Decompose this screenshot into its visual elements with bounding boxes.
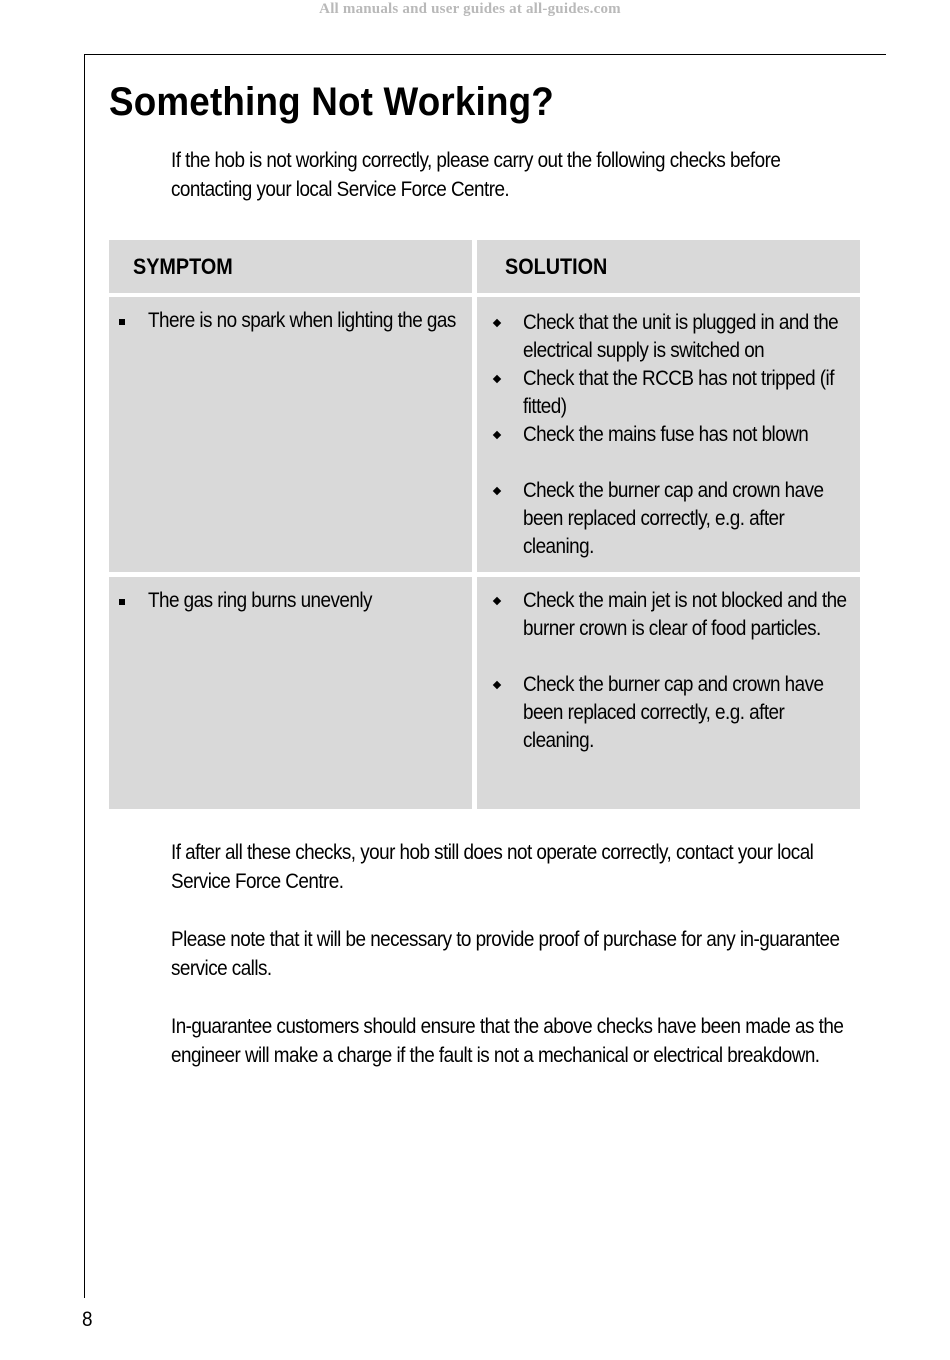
diamond-bullet-icon: [493, 431, 501, 439]
top-rule: [84, 54, 886, 55]
table-row-2-symptom: [109, 577, 472, 809]
solution-text: Check that the unit is plugged in and the electrical supply is switched on: [523, 311, 839, 362]
symptom-header-cell: [109, 240, 472, 293]
table-row-2-solution: [477, 577, 860, 809]
intro-paragraph: If the hob is not working correctly, please carry out the following checks before contacting your local Service Force Centre.: [171, 149, 781, 201]
square-bullet-icon: [119, 599, 125, 605]
diamond-bullet-icon: [493, 319, 501, 327]
solution-text: Check the mains fuse has not blown: [523, 423, 809, 446]
square-bullet-icon: [119, 319, 125, 325]
watermark-text: All manuals and user guides at all-guides.com: [319, 1, 621, 17]
charge-notice-paragraph: In-guarantee customers should ensure that the above checks have been made as the engineer will make a charge if the fault is not a mechanical or electrical breakdown.: [171, 1015, 844, 1067]
diamond-bullet-icon: [493, 375, 501, 383]
solution-text: Check the main jet is not blocked and the burner crown is clear of food particles.: [523, 589, 847, 640]
solution-header-cell: [477, 240, 860, 293]
solution-text: Check the burner cap and crown have been replaced correctly, e.g. after cleaning.: [523, 673, 824, 752]
symptom-text: There is no spark when lighting the gas: [148, 309, 456, 332]
left-rule: [84, 54, 85, 1298]
proof-of-purchase-paragraph: Please note that it will be necessary to provide proof of purchase for any in-guarantee service calls.: [171, 928, 840, 980]
followup-paragraph: If after all these checks, your hob still does not operate correctly, contact your local Service Force Centre.: [171, 841, 814, 893]
symptom-header: SYMPTOM: [133, 254, 233, 279]
table-row-1-symptom: [109, 297, 472, 572]
solution-text: Check that the RCCB has not tripped (if fitted): [523, 367, 834, 418]
page-title: Something Not Working?: [109, 80, 554, 124]
diamond-bullet-icon: [493, 487, 501, 495]
diamond-bullet-icon: [493, 597, 501, 605]
solution-text: Check the burner cap and crown have been replaced correctly, e.g. after cleaning.: [523, 479, 824, 558]
solution-header: SOLUTION: [505, 254, 608, 279]
page-number: 8: [82, 1308, 93, 1331]
symptom-text: The gas ring burns unevenly: [148, 589, 372, 612]
diamond-bullet-icon: [493, 681, 501, 689]
table-row-1-solution: [477, 297, 860, 572]
